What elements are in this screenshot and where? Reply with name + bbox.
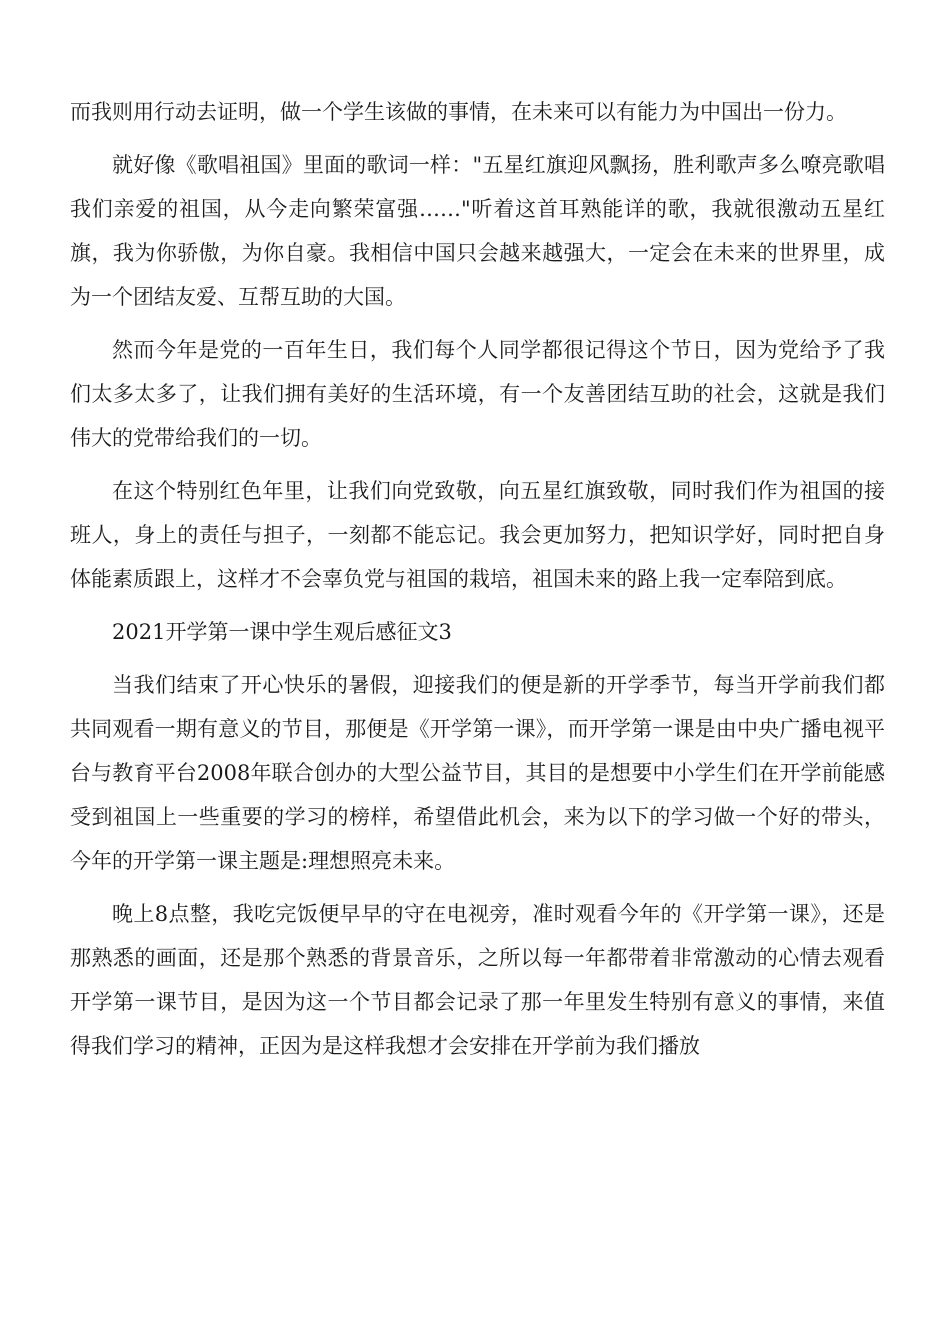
paragraph-3: 然而今年是党的一百年生日，我们每个人同学都很记得这个节日，因为党给予了我们太多太多了，让我们拥有美好的生活环境，有一个友善团结互助的社会，这就是我们伟大的党带给我们的一切。 [70, 338, 885, 450]
paragraph-1: 而我则用行动去证明，做一个学生该做的事情，在未来可以有能力为中国出一份力。 [70, 100, 847, 124]
paragraph-4: 在这个特别红色年里，让我们向党致敬，向五星红旗致敬，同时我们作为祖国的接班人，身上的责任与担子，一刻都不能忘记。我会更加努力，把知识学好，同时把自身体能素质跟上，这样才不会辜负党与祖国的栽培，祖国未来的路上我一定奉陪到底。 [70, 479, 885, 591]
paragraph-6: 晚上8点整，我吃完饭便早早的守在电视旁，准时观看今年的《开学第一课》，还是那熟悉的画面，还是那个熟悉的背景音乐，之所以每一年都带着非常激动的心情去观看开学第一课节目，是因为这一个节目都会记录了那一年里发生特别有意义的事情，来值得我们学习的精神，正因为是这样我想才会安排在开学前为我们播放 [70, 902, 885, 1058]
paragraph-5: 当我们结束了开心快乐的暑假，迎接我们的便是新的开学季节，每当开学前我们都共同观看一期有意义的节目，那便是《开学第一课》，而开学第一课是由中央广播电视平台与教育平台2008年联合创办的大型公益节目，其目的是想要中小学生们在开学前能感受到祖国上一些重要的学习的榜样，希望借此机会，来为以下的学习做一个好的带头，今年的开学第一课主题是:理想照亮未来。 [70, 673, 885, 873]
document-body [70, 90, 885, 1077]
section-title: 2021开学第一课中学生观后感征文3 [112, 620, 452, 644]
paragraph-2: 就好像《歌唱祖国》里面的歌词一样："五星红旗迎风飘扬，胜利歌声多么嘹亮歌唱我们亲爱的祖国，从今走向繁荣富强……"听着这首耳熟能详的歌，我就很激动五星红旗，我为你骄傲，为你自豪。我相信中国只会越来越强大，一定会在未来的世界里，成为一个团结友爱、互帮互助的大国。 [70, 153, 885, 309]
